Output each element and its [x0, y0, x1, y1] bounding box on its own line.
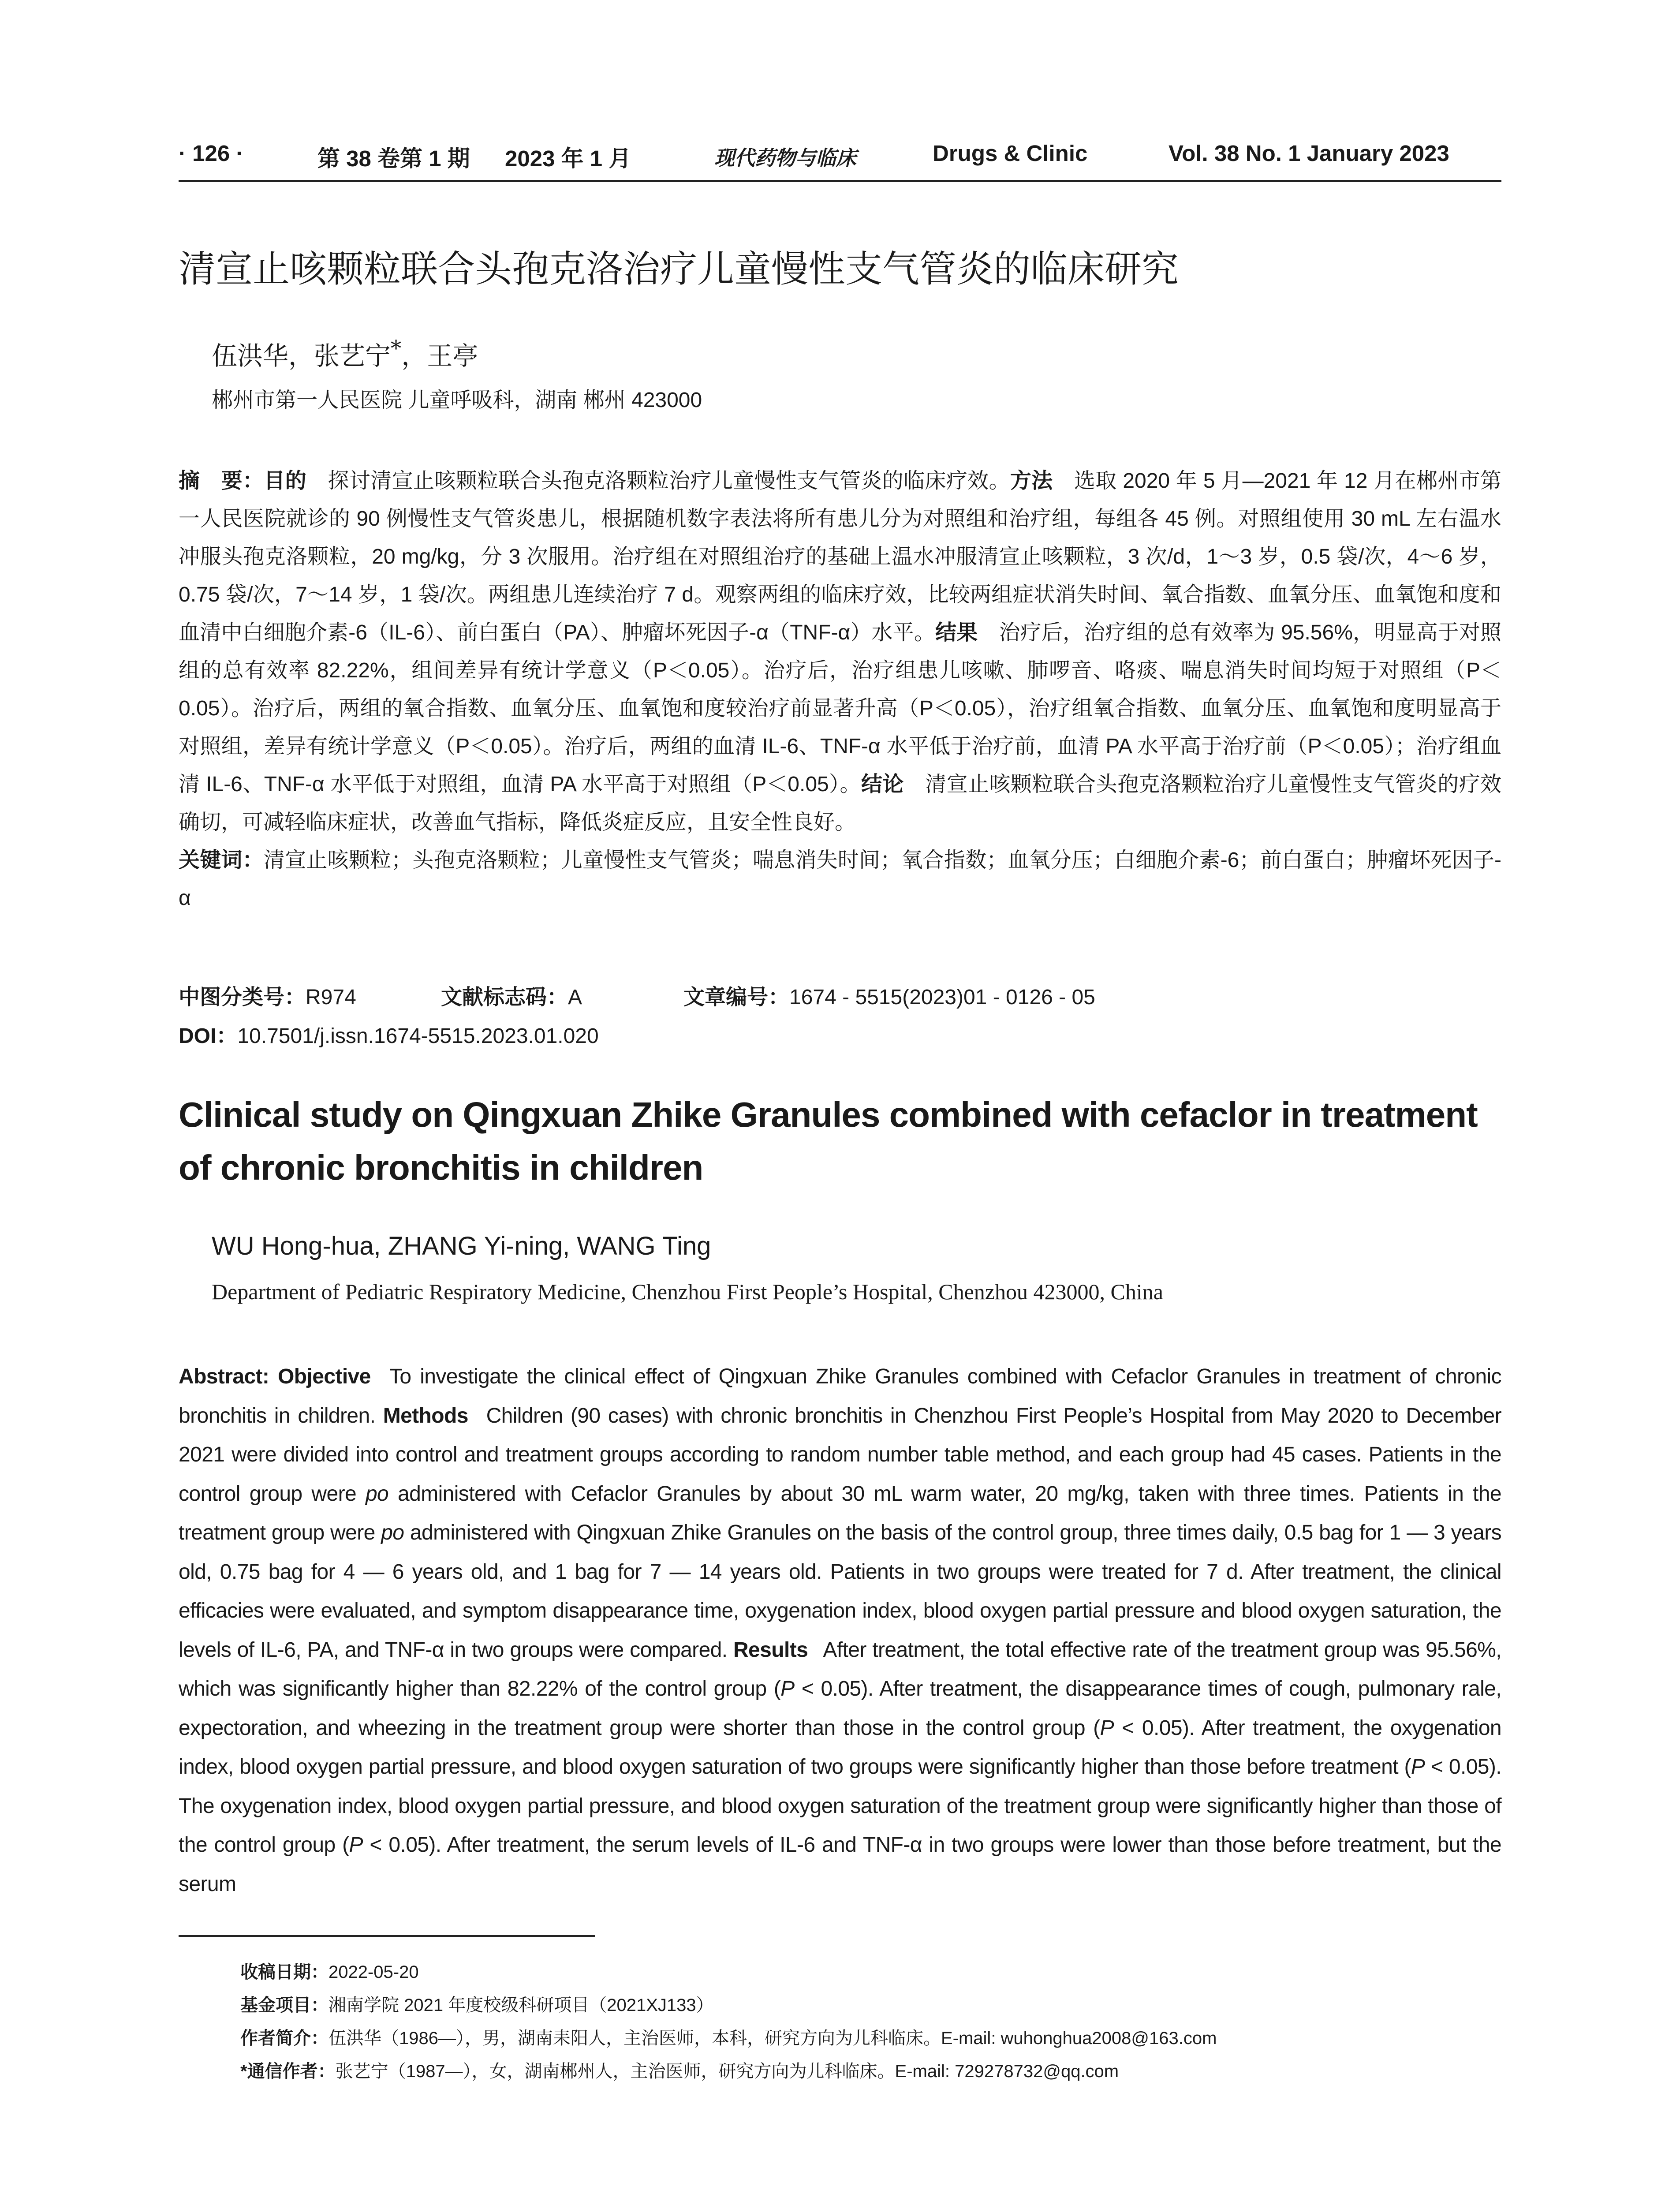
results-label-en: Results: [733, 1638, 808, 1662]
p-italic-1: P: [780, 1677, 795, 1700]
results-label-cn: 结果: [935, 621, 978, 644]
results-text-en-3: < 0.05). After treatment, the oxygenation index, blood oxygen partial pressure, and blood oxygen saturation of two groups were significantly higher than those before treatment (: [179, 1716, 1502, 1779]
conclusion-label-cn: 结论: [861, 773, 904, 796]
doi-value: 10.7501/j.issn.1674-5515.2023.01.020: [237, 1024, 599, 1048]
received-label: 收稿日期：: [240, 1962, 329, 1982]
methods-label-en: Methods: [383, 1404, 468, 1428]
results-text-en-5: < 0.05). After treatment, the serum levels of IL-6 and TNF-α in two groups were lower than those before treatment, but the serum: [179, 1833, 1501, 1896]
footnote-author: [240, 2024, 1217, 2049]
results-text-en-2: < 0.05). After treatment, the disappearance times of cough, pulmonary rale, expectoration, and wheezing in the treatment group were shorter than those in the control group (: [179, 1677, 1501, 1740]
abstract-en: [179, 1357, 1501, 1904]
abstract-label-en: Abstract:: [179, 1365, 269, 1388]
corr-value: 张艺宁（1987—），女，湖南郴州人，主治医师，研究方向为儿科临床。E-mail: 729278732@qq.com: [335, 2062, 1119, 2081]
clc-label: 中图分类号：: [179, 986, 306, 1009]
date-cn: 2023 年 1 月: [505, 146, 631, 171]
results-text-en-1: After treatment, the total effective rate of the treatment group was 95.56%, which was significantly higher than 82.22% of the control group (: [179, 1638, 1501, 1700]
clc-value: R974: [306, 986, 356, 1009]
footnote-corresponding: [240, 2057, 1119, 2082]
po-italic-1: po: [365, 1482, 389, 1506]
authors-en: WU Hong-hua, ZHANG Yi-ning, WANG Ting: [212, 1232, 711, 1260]
received-value: 2022-05-20: [329, 1962, 419, 1982]
journal-name-en: Drugs & Clinic: [933, 141, 1088, 166]
keywords-cn: 清宣止咳颗粒；头孢克洛颗粒；儿童慢性支气管炎；喘息消失时间；氧合指数；血氧分压；白细胞介素-6；前白蛋白；肿瘤坏死因子-α: [179, 848, 1501, 910]
classification-line: [179, 980, 1095, 1010]
objective-text-cn: 探讨清宣止咳颗粒联合头孢克洛颗粒治疗儿童慢性支气管炎的临床疗效。: [328, 469, 1010, 493]
results-text-en-4: < 0.05). The oxygenation index, blood oxygen partial pressure, and blood oxygen saturation of the treatment group were significantly higher than those of the control group (: [179, 1755, 1502, 1857]
fund-label: 基金项目：: [240, 1996, 329, 2015]
methods-text-en-1: Children (90 cases) with chronic bronchitis in Chenzhou First People’s Hospital from May 2020 to December 2021 were divided into control and treatment groups according to random number table method, and each group had 45 cases. Patients in the control group were: [179, 1404, 1501, 1506]
abstract-label-cn: 摘 要：: [179, 469, 264, 493]
affiliation-cn: 郴州市第一人民医院 儿童呼吸科，湖南 郴州 423000: [212, 389, 702, 412]
methods-text-en-3: administered with Qingxuan Zhike Granules on the basis of the control group, three times daily, 0.5 bag for 1 — 3 years old, 0.75 bag for 4 — 6 years old, and 1 bag for 7 — 14 years old. Patients in two groups were treated for 7 d. After treatment, the clinical efficacies were evaluated, and symptom disappearance time, oxygenation index, blood oxygen partial pressure and blood oxygen saturation, the levels of IL-6, PA, and TNF-α in two groups were compared.: [179, 1521, 1501, 1662]
doccode-value: A: [568, 986, 582, 1009]
footnote-received: [240, 1958, 419, 1983]
doi-label: DOI：: [179, 1024, 238, 1048]
author-bio-label: 作者简介：: [240, 2029, 329, 2048]
objective-text-en: To investigate the clinical effect of Qingxuan Zhike Granules combined with Cefaclor Granules in treatment of chronic bronchitis in children.: [179, 1365, 1501, 1428]
corr-label: *通信作者：: [240, 2062, 336, 2081]
article-no-label: 文章编号：: [683, 986, 790, 1009]
keywords-label-cn: 关键词：: [179, 848, 264, 872]
author-bio-value: 伍洪华（1986—），男，湖南耒阳人，主治医师，本科，研究方向为儿科临床。E-mail: wuhonghua2008@163.com: [329, 2029, 1217, 2048]
journal-name-cn: 现代药物与临床: [714, 146, 856, 170]
doi-line: [179, 1019, 599, 1049]
article-title-cn: 清宣止咳颗粒联合头孢克洛治疗儿童慢性支气管炎的临床研究: [179, 248, 1179, 290]
authors-cn: [212, 335, 478, 372]
authors-cn-first: 伍洪华，张艺宁: [212, 341, 391, 371]
volume-cn: 第 38 卷第 1 期: [317, 146, 470, 171]
p-italic-4: P: [349, 1833, 363, 1857]
results-text-cn: 治疗后，治疗组的总有效率为 95.56%，明显高于对照组的总有效率 82.22%，组间差异有统计学意义（P＜0.05）。治疗后，治疗组患儿咳嗽、肺啰音、咯痰、喘息消失时间均短于对照组（P＜0.05）。治疗后，两组的氧合指数、血氧分压、血氧饱和度较治疗前显著升高（P＜0.05），治疗组氧合指数、血氧分压、血氧饱和度明显高于对照组，差异有统计学意义（P＜0.05）。治疗后，两组的血清 IL-6、TNF-α 水平低于治疗前，血清 PA 水平高于治疗前（P＜0.05）；治疗组血清 IL-6、TNF-α 水平低于对照组，血清 PA 水平高于对照组（P＜0.05）。: [179, 621, 1501, 796]
methods-text-cn: 选取 2020 年 5 月—2021 年 12 月在郴州市第一人民医院就诊的 90 例慢性支气管炎患儿，根据随机数字表法将所有患儿分为对照组和治疗组，每组各 45 例。对照组使用 30 mL 左右温水冲服头孢克洛颗粒，20 mg/kg，分 3 次服用。治疗组在对照组治疗的基础上温水冲服清宣止咳颗粒，3 次/d，1～3 岁，0.5 袋/次，4～6 岁，0.75 袋/次，7～14 岁，1 袋/次。两组患儿连续治疗 7 d。观察两组的临床疗效，比较两组症状消失时间、氧合指数、血氧分压、血氧饱和度和血清中白细胞介素-6（IL-6）、前白蛋白（PA）、肿瘤坏死因子-α（TNF-α）水平。: [179, 469, 1501, 644]
article-title-en: Clinical study on Qingxuan Zhike Granules combined with cefaclor in treatment of chronic bronchitis in children: [179, 1095, 1478, 1187]
authors-cn-rest: ，王亭: [401, 341, 478, 371]
corresponding-marker: *: [391, 336, 402, 361]
objective-label-en: Objective: [278, 1365, 371, 1388]
volume-en: Vol. 38 No. 1 January 2023: [1169, 141, 1449, 166]
methods-text-en-2: administered with Cefaclor Granules by about 30 mL warm water, 20 mg/kg, taken with three times. Patients in the treatment group were: [179, 1482, 1501, 1544]
p-italic-3: P: [1411, 1755, 1425, 1779]
methods-label-cn: 方法: [1010, 469, 1053, 493]
running-header: [179, 140, 1501, 182]
abstract-cn: [179, 462, 1501, 917]
footnote-rule: [179, 1935, 595, 1937]
footnote-fund: [240, 1991, 714, 2016]
po-italic-2: po: [381, 1521, 404, 1544]
p-italic-2: P: [1100, 1716, 1114, 1740]
fund-value: 湘南学院 2021 年度校级科研项目（2021XJ133）: [329, 1996, 714, 2015]
page-number: · 126 ·: [179, 141, 244, 166]
doccode-label: 文献标志码：: [441, 986, 568, 1009]
objective-label-cn: 目的: [264, 469, 307, 493]
affiliation-en: Department of Pediatric Respiratory Medicine, Chenzhou First People’s Hospital, Chenzhou 423000, China: [212, 1279, 1163, 1304]
conclusion-text-cn: 清宣止咳颗粒联合头孢克洛颗粒治疗儿童慢性支气管炎的疗效确切，可减轻临床症状，改善血气指标，降低炎症反应，且安全性良好。: [179, 773, 1501, 834]
article-no-value: 1674 - 5515(2023)01 - 0126 - 05: [789, 986, 1095, 1009]
